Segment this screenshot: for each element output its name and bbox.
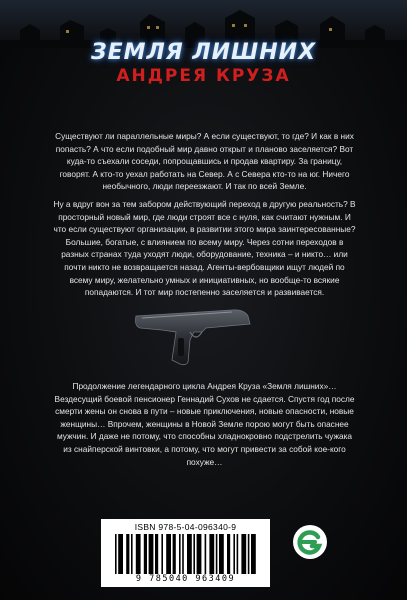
blurb-paragraph: Продолжение легендарного цикла Андрея Круза «Земля лишних»… Вездесущий боевой пенсионер Геннадий Сухов не сдается. Спустя год после смерти жены он снова в пути – новые приключения, новые опасности, новые женщины… Впрочем, женщины в Новой Земле порою могут быть опаснее мужчин. И даже не потому, что способны хладнокровно подстрелить чужака из снайперской винтовки, а потому, что могут привести за собой кое-кого похуже… bbox=[54, 381, 355, 467]
barcode-bar bbox=[155, 534, 158, 574]
barcode-bar bbox=[227, 534, 230, 574]
barcode-bar bbox=[131, 534, 133, 574]
barcode-bar bbox=[179, 534, 181, 574]
barcode-bar bbox=[182, 534, 184, 574]
barcode-bar bbox=[149, 534, 154, 574]
barcode-bar bbox=[216, 534, 218, 574]
barcode-bar bbox=[197, 534, 202, 574]
intro-paragraph: Ну а вдруг вон за тем забором действующий переход в другую реальность? В просторный новый мир, где люди строят все с нуля, как считают нужным. И что если существуют организации, в развитии этого мира заинтересованные? Большие, богатые, с влиянием по всему миру. Через сотни переходов в разных странах туда уходят люди, оборудование, техника – и никто… или почти никто не возвращается назад. Агенты-вербовщики ищут людей по всему миру, желательно умных и инициативных, но вообще-то всякие попадаются. И тот мир постепенно заселяется и развивается. bbox=[53, 198, 356, 298]
author-name: АНДРЕЯ КРУЗА bbox=[116, 66, 291, 86]
barcode-bar bbox=[187, 534, 192, 574]
barcode-bar bbox=[248, 534, 250, 574]
barcode-digits: 9 785040 963409 bbox=[135, 574, 236, 584]
barcode-bar bbox=[233, 534, 235, 574]
barcode-image bbox=[113, 534, 261, 574]
barcode-bar bbox=[241, 534, 246, 574]
barcode-bar bbox=[166, 534, 171, 574]
barcode-bar bbox=[136, 534, 141, 574]
eksmo-logo-icon bbox=[291, 523, 329, 561]
barcode-bar bbox=[251, 534, 256, 574]
barcode-bar bbox=[115, 534, 117, 574]
barcode-bar bbox=[193, 534, 195, 574]
barcode-bar bbox=[161, 534, 163, 574]
isbn-label: ISBN 978-5-04-096340-9 bbox=[134, 522, 237, 532]
barcode-bar bbox=[219, 534, 224, 574]
barcode-bar bbox=[144, 534, 147, 574]
barcode-bar bbox=[205, 534, 207, 574]
barcode-bar bbox=[126, 534, 129, 574]
intro-text bbox=[52, 130, 357, 304]
pistol-image bbox=[132, 298, 262, 368]
series-title: ЗЕМЛЯ ЛИШНИХ bbox=[90, 40, 317, 65]
blurb-text bbox=[52, 380, 357, 473]
barcode-bar bbox=[209, 534, 214, 574]
intro-paragraph: Существуют ли параллельные миры? А если существуют, то где? И как в них попасть? А что если подобный мир давно открыт и планово заселяется? Вот куда-то съехали соседи, попрощавшись и продав квартиру. За границу, говорят. А кто-то уехал работать на Север. А с Севера кто-то на юг. Ничего необычного, люди переезжают. И так по всей Земле. bbox=[55, 131, 354, 192]
barcode-box bbox=[101, 519, 270, 587]
barcode-bar bbox=[118, 534, 123, 574]
barcode-bar bbox=[237, 534, 239, 574]
barcode-bar bbox=[173, 534, 176, 574]
